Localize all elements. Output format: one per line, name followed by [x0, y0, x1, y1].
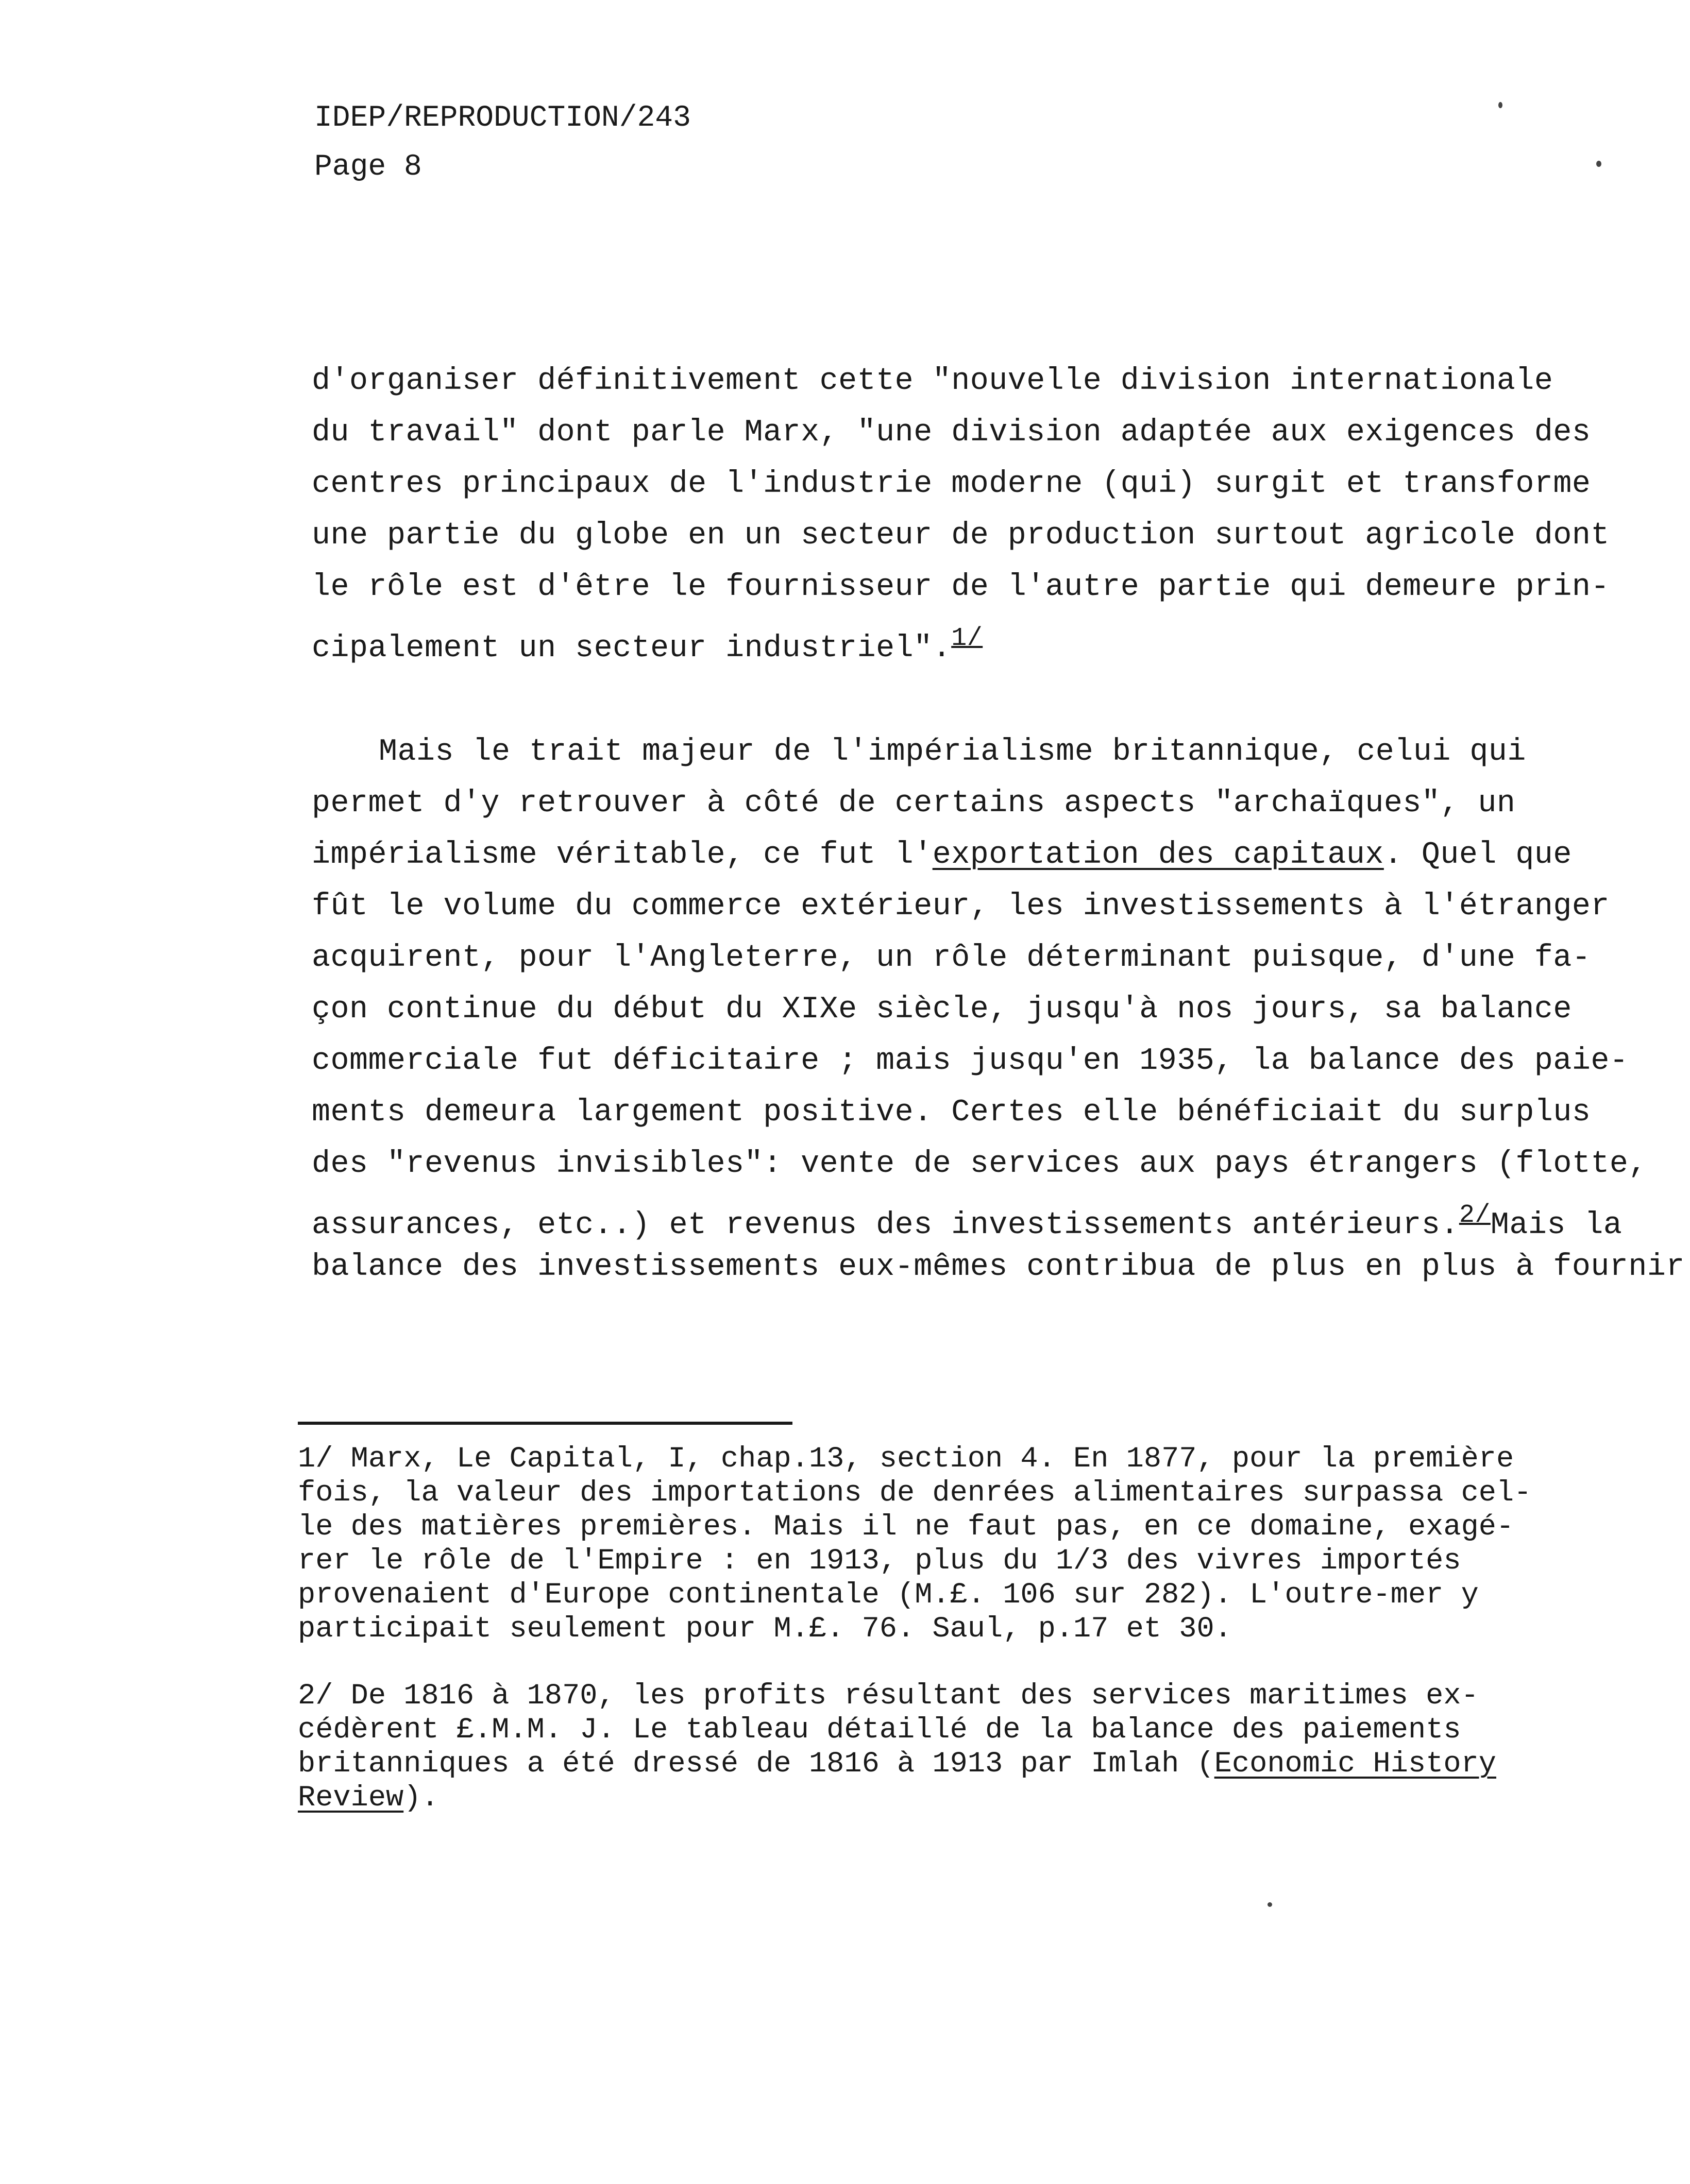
footnote-text: ).	[403, 1782, 439, 1815]
body-line: fût le volume du commerce extérieur, les investissements à l'étranger	[312, 889, 1610, 924]
footnote-line: le des matières premières. Mais il ne faut pas, en ce domaine, exagé-	[298, 1511, 1514, 1544]
footnote-ref-2: 2/	[1459, 1201, 1491, 1230]
footnote-text: britanniques a été dressé de 1816 à 1913 par Imlah (	[298, 1748, 1214, 1781]
footnote-line	[298, 1781, 439, 1815]
footnote-line: rer le rôle de l'Empire : en 1913, plus du 1/3 des vivres importés	[298, 1545, 1461, 1578]
body-line	[312, 1195, 1622, 1246]
body-line: ments demeura largement positive. Certes elle bénéficiait du surplus	[312, 1095, 1591, 1130]
scan-speck	[1268, 1902, 1272, 1907]
scan-speck	[1596, 161, 1601, 167]
footnote-line: provenaient d'Europe continentale (M.£. 106 sur 282). L'outre-mer y	[298, 1579, 1479, 1612]
footnote-line: fois, la valeur des importations de denrées alimentaires surpassa cel-	[298, 1477, 1532, 1510]
footnote-line: cédèrent £.M.M. J. Le tableau détaillé de la balance des paiements	[298, 1714, 1461, 1747]
journal-title: Review	[298, 1782, 404, 1815]
body-line: le rôle est d'être le fournisseur de l'autre partie qui demeure prin-	[312, 570, 1610, 605]
footnote-line: 2/ De 1816 à 1870, les profits résultant des services maritimes ex-	[298, 1680, 1479, 1713]
footnote-line: 1/ Marx, Le Capital, I, chap.13, section 4. En 1877, pour la première	[298, 1443, 1514, 1476]
footnote-line: participait seulement pour M.£. 76. Saul, p.17 et 30.	[298, 1613, 1232, 1646]
body-text: impérialisme véritable, ce fut l'	[312, 838, 933, 873]
body-line: permet d'y retrouver à côté de certains aspects "archaïques", un	[312, 786, 1516, 821]
body-text: . Quel que	[1383, 838, 1572, 873]
body-line: du travail" dont parle Marx, "une division adaptée aux exigences des	[312, 415, 1591, 450]
body-line: Mais le trait majeur de l'impérialisme britannique, celui qui	[379, 735, 1526, 770]
body-text: assurances, etc..) et revenus des investissements antérieurs.	[312, 1208, 1459, 1243]
body-text: Mais la	[1490, 1208, 1623, 1243]
journal-title: Economic History	[1214, 1748, 1496, 1781]
body-line: balance des investissements eux-mêmes contribua de plus en plus à fournir	[312, 1250, 1685, 1285]
body-line: des "revenus invisibles": vente de services aux pays étrangers (flotte,	[312, 1147, 1647, 1182]
body-line: une partie du globe en un secteur de production surtout agricole dont	[312, 518, 1610, 553]
body-line: acquirent, pour l'Angleterre, un rôle déterminant puisque, d'une fa-	[312, 941, 1591, 976]
underlined-phrase: exportation des capitaux	[932, 838, 1384, 873]
body-line	[312, 834, 1572, 876]
body-line: d'organiser définitivement cette "nouvelle division internationale	[312, 364, 1553, 399]
scan-speck	[1498, 102, 1502, 108]
body-line: çon continue du début du XIXe siècle, jusqu'à nos jours, sa balance	[312, 992, 1572, 1027]
footnote-ref-1: 1/	[951, 624, 983, 653]
page-number: Page 8	[314, 150, 422, 184]
footnote-line	[298, 1747, 1496, 1781]
footnote-separator	[298, 1422, 792, 1425]
body-text: cipalement un secteur industriel".	[312, 631, 952, 666]
document-reference: IDEP/REPRODUCTION/243	[314, 101, 691, 135]
body-line	[312, 618, 983, 669]
body-line: centres principaux de l'industrie moderne (qui) surgit et transforme	[312, 467, 1591, 502]
body-line: commerciale fut déficitaire ; mais jusqu'en 1935, la balance des paie-	[312, 1044, 1629, 1079]
